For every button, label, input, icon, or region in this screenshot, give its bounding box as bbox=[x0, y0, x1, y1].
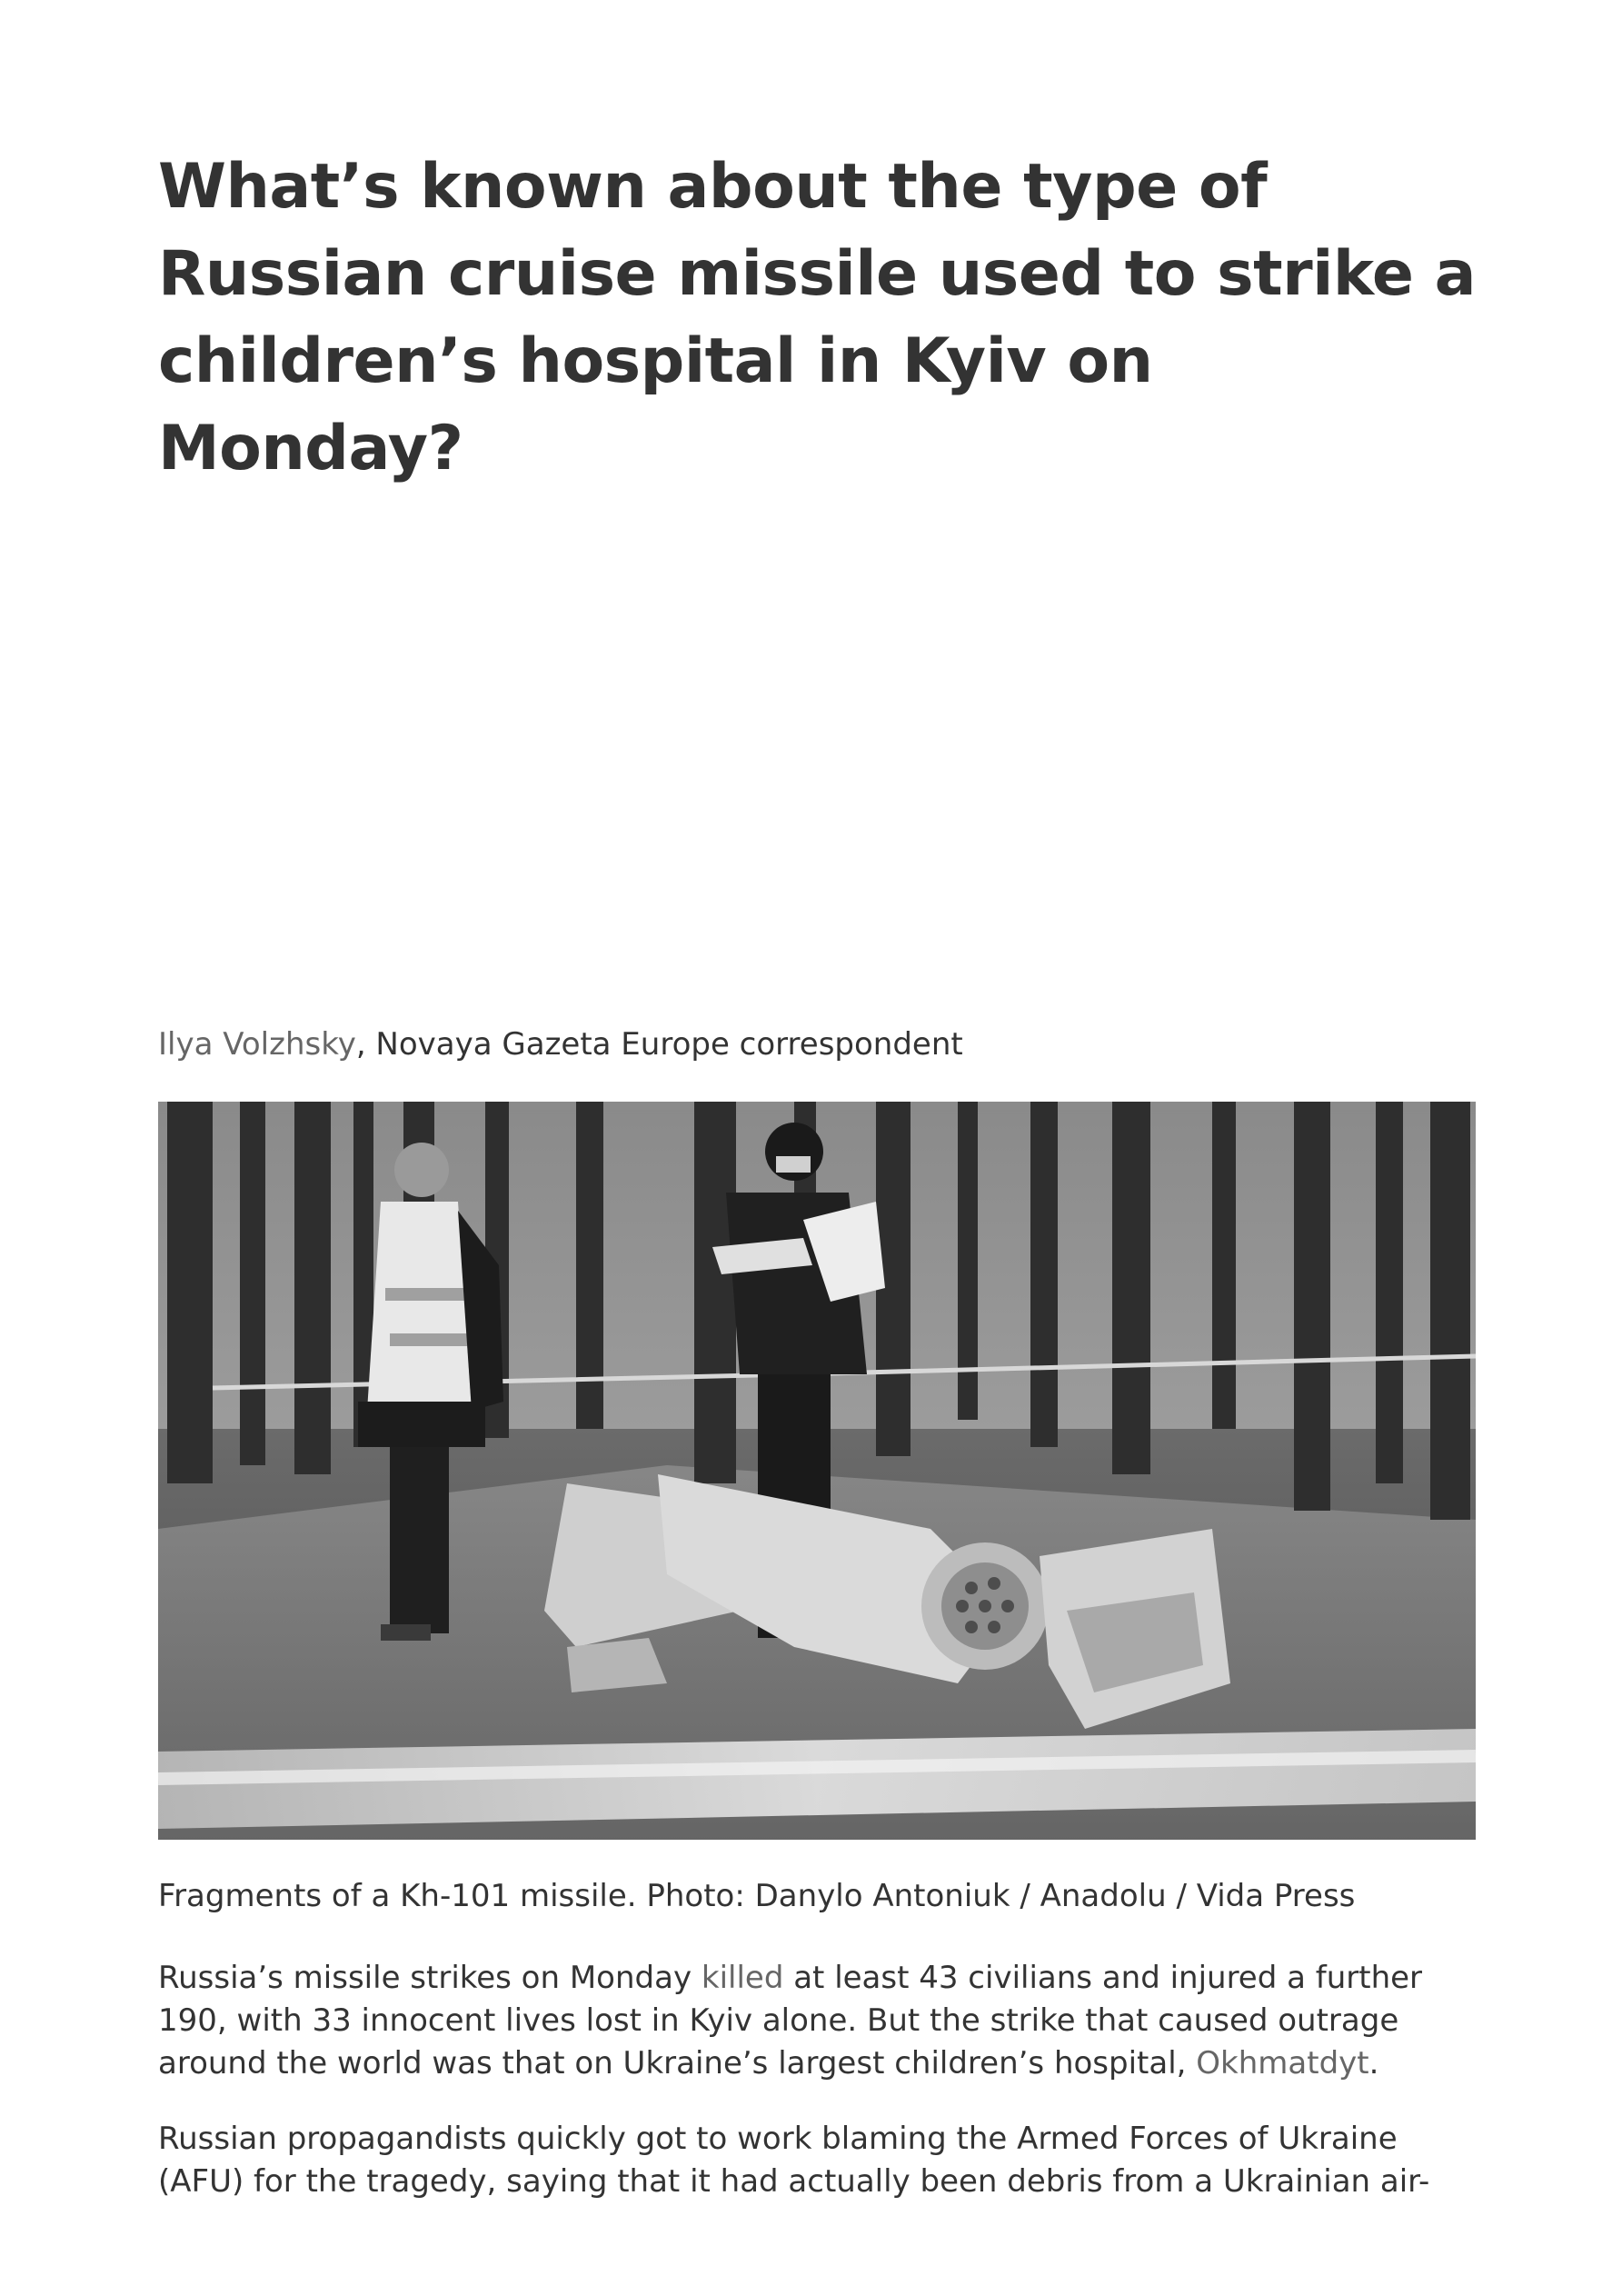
author-role: , Novaya Gazeta Europe correspondent bbox=[355, 1026, 963, 1063]
paragraph-text: . bbox=[1368, 2045, 1379, 2081]
paragraph-text: Russian propagandists quickly got to work blaming the Armed Forces of Ukraine (AFU) for the tragedy, saying that it had actually been debris from a Ukrainian air- bbox=[158, 2121, 1430, 2200]
article-photo bbox=[158, 1102, 1476, 1840]
author-link[interactable]: Ilya Volzhsky bbox=[158, 1026, 356, 1063]
byline bbox=[158, 1023, 963, 1066]
paragraph-text: Russia’s missile strikes on Monday bbox=[158, 1960, 702, 1996]
paragraph bbox=[158, 2118, 1476, 2203]
paragraph-text: at least 43 civilians and injured a further 190, with 33 innocent lives lost in Kyiv alone. But the strike that caused outrage around the world was that on Ukraine’s largest children’s hospital, bbox=[158, 1960, 1423, 2081]
okhmatdyt-link[interactable]: Okhmatdyt bbox=[1196, 2045, 1369, 2081]
killed-link[interactable]: killed bbox=[701, 1960, 784, 1996]
article-headline: What’s known about the type of Russian cruise missile used to strike a children’s hospital in Kyiv on Monday? bbox=[158, 151, 1477, 484]
photo-caption: Fragments of a Kh-101 missile. Photo: Danylo Antoniuk / Anadolu / Vida Press bbox=[158, 1878, 1356, 1914]
missile-debris-photo bbox=[158, 1102, 1476, 1840]
paragraph bbox=[158, 1957, 1476, 2085]
